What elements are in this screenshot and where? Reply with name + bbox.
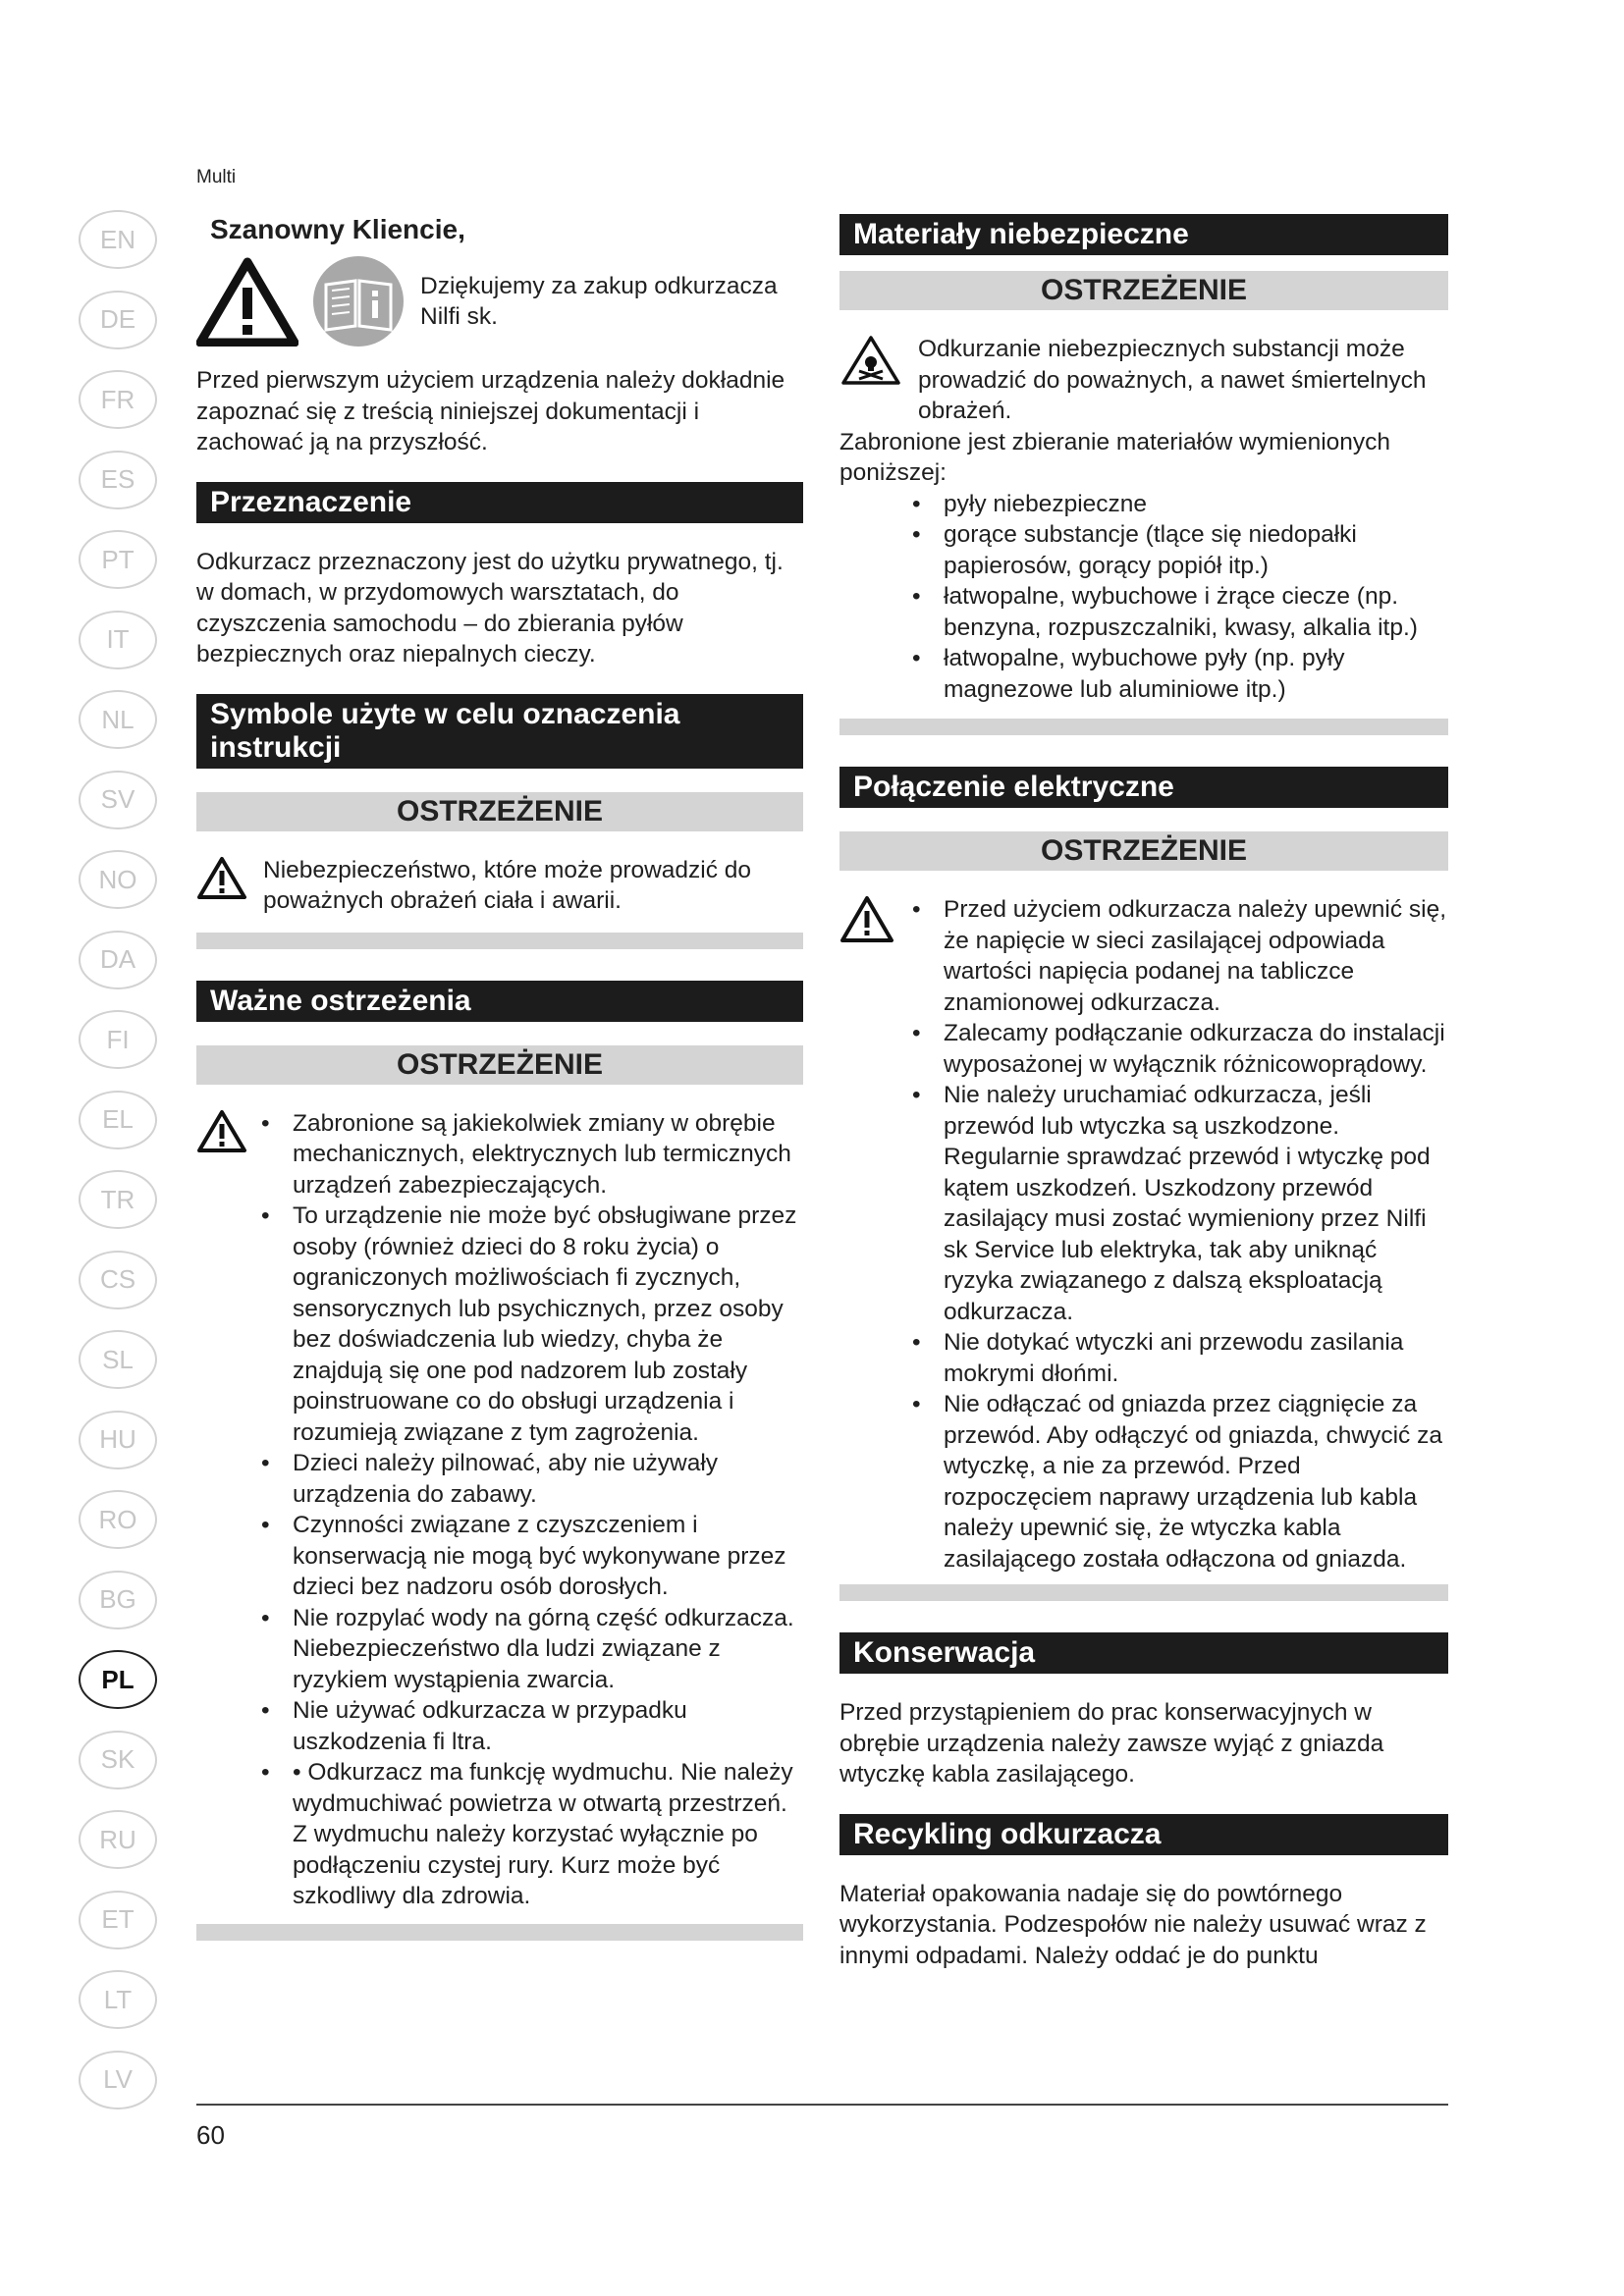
warning-banner: OSTRZEŻENIE	[839, 271, 1448, 310]
purpose-text: Odkurzacz przeznaczony jest do użytku prywatnego, tj. w domach, w przydomowych warsztatach, do czyszczenia samochodu – do zbierania pyłów bezpiecznych oraz niepalnych cieczy.	[196, 548, 784, 667]
left-column	[196, 214, 803, 1941]
lang-tab-fr[interactable]: FR	[79, 370, 157, 429]
warning-banner: OSTRZEŻENIE	[196, 1045, 803, 1085]
list-item: • Czynności związane z czyszczeniem i konserwacją nie mogą być wykonywane przez dzieci bez nadzoru osób dorosłych.	[257, 1510, 803, 1603]
list-item: • Nie należy uruchamiać odkurzacza, jeśli przewód lub wtyczka są uszkodzone. Regularnie sprawdzać przewód i wtyczkę pod kątem uszkodzeń. Uszkodzony przewód zasilający musi zostać wymieniony przez Nilfi sk Service lub elektryka, tak aby uniknąć ryzyka związanego z dalszą eksploatacją odkurzacza.	[908, 1080, 1448, 1327]
section-heading-recycling: Recykling odkurzacza	[839, 1814, 1448, 1855]
running-head: Multi	[196, 167, 237, 187]
lang-tab-nl[interactable]: NL	[79, 690, 157, 749]
warning-triangle-icon	[196, 256, 298, 347]
list-item: • Dzieci należy pilnować, aby nie używały urządzenia do zabawy.	[257, 1448, 803, 1510]
greeting-heading: Szanowny Kliencie,	[210, 214, 465, 244]
lang-tab-pl[interactable]: PL	[79, 1650, 157, 1709]
list-item: • pyły niebezpieczne	[908, 489, 1448, 520]
lang-tab-no[interactable]: NO	[79, 850, 157, 909]
lang-tab-tr[interactable]: TR	[79, 1170, 157, 1229]
page-number: 60	[196, 2120, 225, 2150]
list-item: • łatwopalne, wybuchowe i żrące ciecze (np. benzyna, rozpuszczalniki, kwasy, alkalia itp.)	[908, 581, 1448, 643]
footer-rule	[196, 2104, 1448, 2106]
list-item: • Zabronione są jakiekolwiek zmiany w obrębie mechanicznych, elektrycznych lub termicznych urządzeń zabezpieczających.	[257, 1108, 803, 1201]
lang-tab-sl[interactable]: SL	[79, 1330, 157, 1389]
section-heading-important: Ważne ostrzeżenia	[196, 981, 803, 1022]
list-item: • Nie używać odkurzacza w przypadku uszkodzenia fi ltra.	[257, 1695, 803, 1757]
lang-tab-it[interactable]: IT	[79, 611, 157, 669]
section-heading-symbols: Symbole użyte w celu oznaczenia instrukcji	[196, 694, 803, 769]
warning-triangle-icon	[839, 894, 894, 943]
lang-tab-es[interactable]: ES	[79, 451, 157, 509]
warning-triangle-icon	[196, 1108, 247, 1153]
lang-tab-de[interactable]: DE	[79, 291, 157, 349]
lang-tab-hu[interactable]: HU	[79, 1411, 157, 1469]
section-heading-maintenance: Konserwacja	[839, 1632, 1448, 1674]
lang-tab-ru[interactable]: RU	[79, 1810, 157, 1869]
toxic-hazard-icon	[839, 334, 902, 387]
important-warnings-list	[257, 1108, 803, 1912]
lang-tab-lv[interactable]: LV	[79, 2051, 157, 2109]
section-end-bar	[196, 933, 803, 949]
section-end-bar	[196, 1924, 803, 1941]
right-column	[839, 214, 1448, 1971]
recycling-text: Materiał opakowania nadaje się do powtórnego wykorzystania. Podzespołów nie należy usuwać wraz z innymi odpadami. Należy oddać je do punktu	[839, 1880, 1427, 1969]
lang-tab-sv[interactable]: SV	[79, 771, 157, 829]
hazard-text-2: Zabronione jest zbieranie materiałów wymienionych poniższej:	[839, 428, 1391, 486]
lang-tab-el[interactable]: EL	[79, 1091, 157, 1149]
list-item: • Zalecamy podłączanie odkurzacza do instalacji wyposażonej w wyłącznik różnicowoprądowy.	[908, 1018, 1448, 1080]
list-item: • To urządzenie nie może być obsługiwane przez osoby (również dzieci do 8 roku życia) o ograniczonych możliwościach fi zycznych, sensorycznych lub psychicznych, przez osoby bez doświadczenia lub wiedzy, chyba że znajdują się one pod nadzorem lub zostały poinstruowane co do obsługi urządzenia i rozumieją związane z tym zagrożenia.	[257, 1201, 803, 1448]
list-item: • • Odkurzacz ma funkcję wydmuchu. Nie należy wydmuchiwać powietrza w otwartą przestrzeń. Z wydmuchu należy korzystać wyłącznie po podłączeniu czystej rury. Kurz może być szkodliwy dla zdrowia.	[257, 1757, 803, 1912]
lang-tab-cs[interactable]: CS	[79, 1251, 157, 1309]
section-heading-purpose: Przeznaczenie	[196, 482, 803, 523]
lang-tab-da[interactable]: DA	[79, 931, 157, 989]
lang-tab-ro[interactable]: RO	[79, 1490, 157, 1549]
lang-tab-en[interactable]: EN	[79, 210, 157, 269]
read-manual-icon	[312, 255, 405, 347]
lang-tab-lt[interactable]: LT	[79, 1970, 157, 2029]
section-heading-hazardous: Materiały niebezpieczne	[839, 214, 1448, 255]
electrical-warnings-list	[908, 894, 1448, 1575]
list-item: • Nie rozpylać wody na górną część odkurzacza. Niebezpieczeństwo dla ludzi związane z ryzykiem wystąpienia zwarcia.	[257, 1603, 803, 1696]
list-item: • łatwopalne, wybuchowe pyły (np. pyły magnezowe lub aluminiowe itp.)	[908, 643, 1448, 705]
lang-tab-sk[interactable]: SK	[79, 1731, 157, 1789]
section-end-bar	[839, 1584, 1448, 1601]
lang-tab-fi[interactable]: FI	[79, 1010, 157, 1069]
hazard-text: Odkurzanie niebezpiecznych substancji może prowadzić do poważnych, a nawet śmiertelnych obrażeń.	[918, 336, 1427, 424]
electrical-warnings	[839, 894, 1448, 1575]
list-item: • Przed użyciem odkurzacza należy upewnić się, że napięcie w sieci zasilającej odpowiada wartości napięcia podanej na tabliczce znamionowej odkurzacza.	[908, 894, 1448, 1018]
thanks-text: Dziękujemy za zakup odkurzacza Nilfi sk.	[420, 272, 778, 330]
list-item: • Nie odłączać od gniazda przez ciągnięcie za przewód. Aby odłączyć od gniazda, chwycić za wtyczkę, a nie za przewód. Przed rozpoczęciem naprawy urządzenia lub kabla należy upewnić się, że wtyczka kabla zasilającego została odłączona od gniazda.	[908, 1389, 1448, 1575]
important-warnings	[196, 1108, 803, 1912]
hazard-intro	[839, 334, 1448, 427]
lang-tab-pt[interactable]: PT	[79, 530, 157, 589]
language-tabs	[79, 210, 163, 2130]
intro-text: Przed pierwszym użyciem urządzenia należy dokładnie zapoznać się z treścią niniejszej dokumentacji i zachować ją na przyszłość.	[196, 367, 785, 455]
warning-banner: OSTRZEŻENIE	[839, 831, 1448, 871]
maintenance-text: Przed przystąpieniem do prac konserwacyjnych w obrębie urządzenia należy zawsze wyjąć z gniazda wtyczkę kabla zasilającego.	[839, 1699, 1384, 1788]
symbol-explanation	[196, 855, 803, 917]
warning-triangle-icon	[196, 855, 247, 900]
list-item: • Nie dotykać wtyczki ani przewodu zasilania mokrymi dłońmi.	[908, 1327, 1448, 1389]
hazard-list	[908, 489, 1448, 706]
list-item: • gorące substancje (tlące się niedopałki papierosów, gorący popiół itp.)	[908, 519, 1448, 581]
section-heading-electrical: Połączenie elektryczne	[839, 767, 1448, 808]
symbol-explanation-text: Niebezpieczeństwo, które może prowadzić do poważnych obrażeń ciała i awarii.	[263, 856, 752, 914]
section-end-bar	[839, 719, 1448, 735]
lang-tab-bg[interactable]: BG	[79, 1571, 157, 1629]
warning-banner: OSTRZEŻENIE	[196, 792, 803, 831]
thanks-row	[196, 255, 803, 347]
lang-tab-et[interactable]: ET	[79, 1891, 157, 1949]
